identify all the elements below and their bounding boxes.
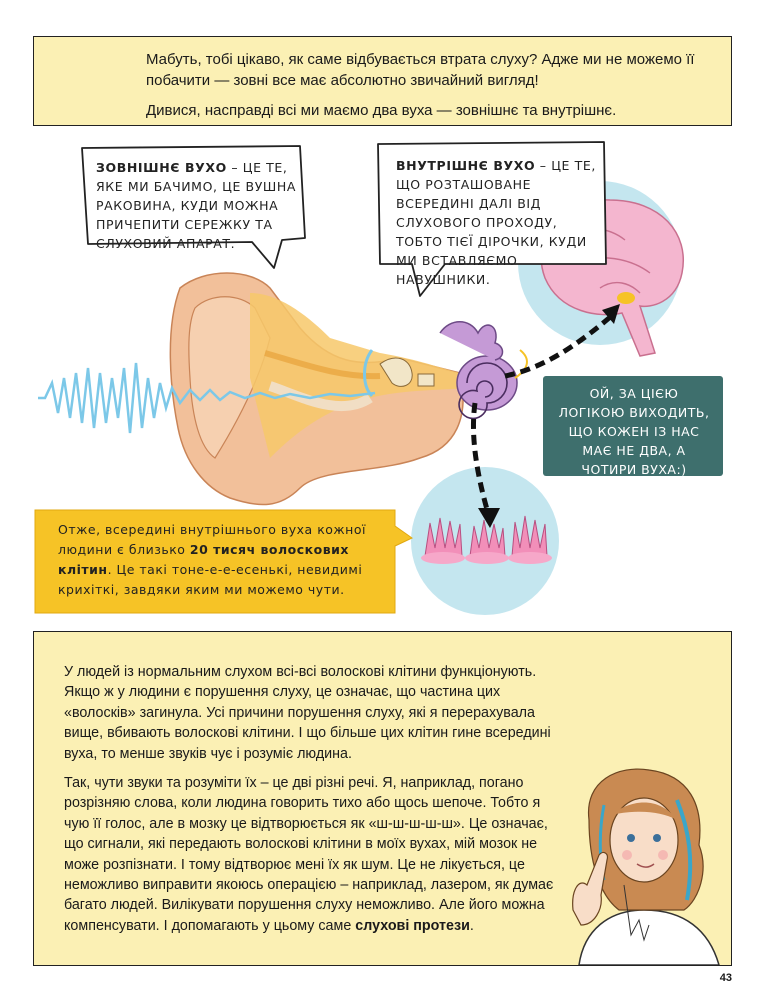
hair-cells-illustration [411, 467, 559, 615]
yellow-box-text [58, 520, 383, 600]
paragraph-2 [64, 773, 559, 936]
teal-box-text: ОЙ, ЗА ЦІЄЮ ЛОГІКОЮ ВИХОДИТЬ, ЩО КОЖЕН ІЗ НАС МАЄ НЕ ДВА, А ЧОТИРИ ВУХА:) [558, 386, 710, 477]
paragraph-2-text: Так, чути звуки та розуміти їх – це дві різні речі. Я, наприклад, погано розрізняю слова, коли людина говорить тихо або щось шепоче. Тобто я чую її голос, але в мозку це відтворюється як «ш-ш-ш-ш-ш». Це означає, що сигнали, які передають волоскові клітини в моїх вухах, мій мозок не може розпізнати. І тому відтворює мені їх як шум. Це не лікується, це неможливо виправити якоюсь операцією – наприклад, лазером, як думає багато людей. Вилікувати порушення слуху неможливо. Але його можна компенсувати. І допомагають у цьому саме [64, 775, 554, 934]
paragraph-2-end: . [469, 917, 474, 934]
inner-ear-term: ВНУТРІШНЄ ВУХО [396, 158, 536, 173]
inner-ear-description: – ЦЕ ТЕ, ЩО РОЗТАШОВАНЕ ВСЕРЕДИНІ ДАЛІ ВІД СЛУХОВОГО ПРОХОДУ, ТОБТО ТІЄЇ ДІРОЧКИ, КУДИ МИ ВСТАВЛЯЄМО НАВУШНИКИ. [396, 158, 596, 287]
page-number: 43 [719, 972, 732, 984]
paragraph-1: У людей із нормальним слухом всі-всі волоскові клітини функціонують. Якщо ж у людини є порушення слуху, це означає, що частина цих «волосків» загинула. Усі причини порушення слуху, які я перерахувала вище, вбивають волоскові клітини. І що більше цих клітин гине всередині вуха, то менше звуків чує і розуміє людина. [64, 664, 551, 762]
body-text [64, 662, 559, 945]
outer-ear-description: – ЦЕ ТЕ, ЯКЕ МИ БАЧИМО, ЦЕ ВУШНА РАКОВИНА, КУДИ МОЖНА ПРИЧЕПИТИ СЕРЕЖКУ ТА СЛУХОВИЙ АПАРАТ. [96, 160, 297, 251]
explanation-panel [33, 631, 732, 966]
intro-panel [33, 36, 732, 126]
outer-ear-term: ЗОВНІШНЄ ВУХО [96, 160, 227, 175]
intro-line-1: Мабуть, тобі цікаво, як саме відбувається втрата слуху? Адже ми не можемо її побачити — зовні все має абсолютно звичайний вигляд! [146, 51, 695, 89]
girl-illustration [559, 760, 729, 965]
hearing-aids-term: слухові протези [355, 917, 470, 934]
bubble-inner-text [396, 156, 601, 289]
yellow-text-after: . Це такі тоне-е-е-есенькі, невидимі крихіткі, завдяки яким ми можемо чути. [58, 562, 363, 597]
ear-illustration [0, 128, 770, 628]
hair-cells-count: 20 тисяч волоскових клітин [58, 542, 349, 577]
bubble-outer-text [96, 158, 301, 253]
yellow-text-before: Отже, всередині внутрішнього вуха кожної людини є близько [58, 522, 366, 557]
intro-line-2: Дивися, насправді всі ми маємо два вуха — зовнішнє та внутрішнє. [146, 102, 617, 119]
